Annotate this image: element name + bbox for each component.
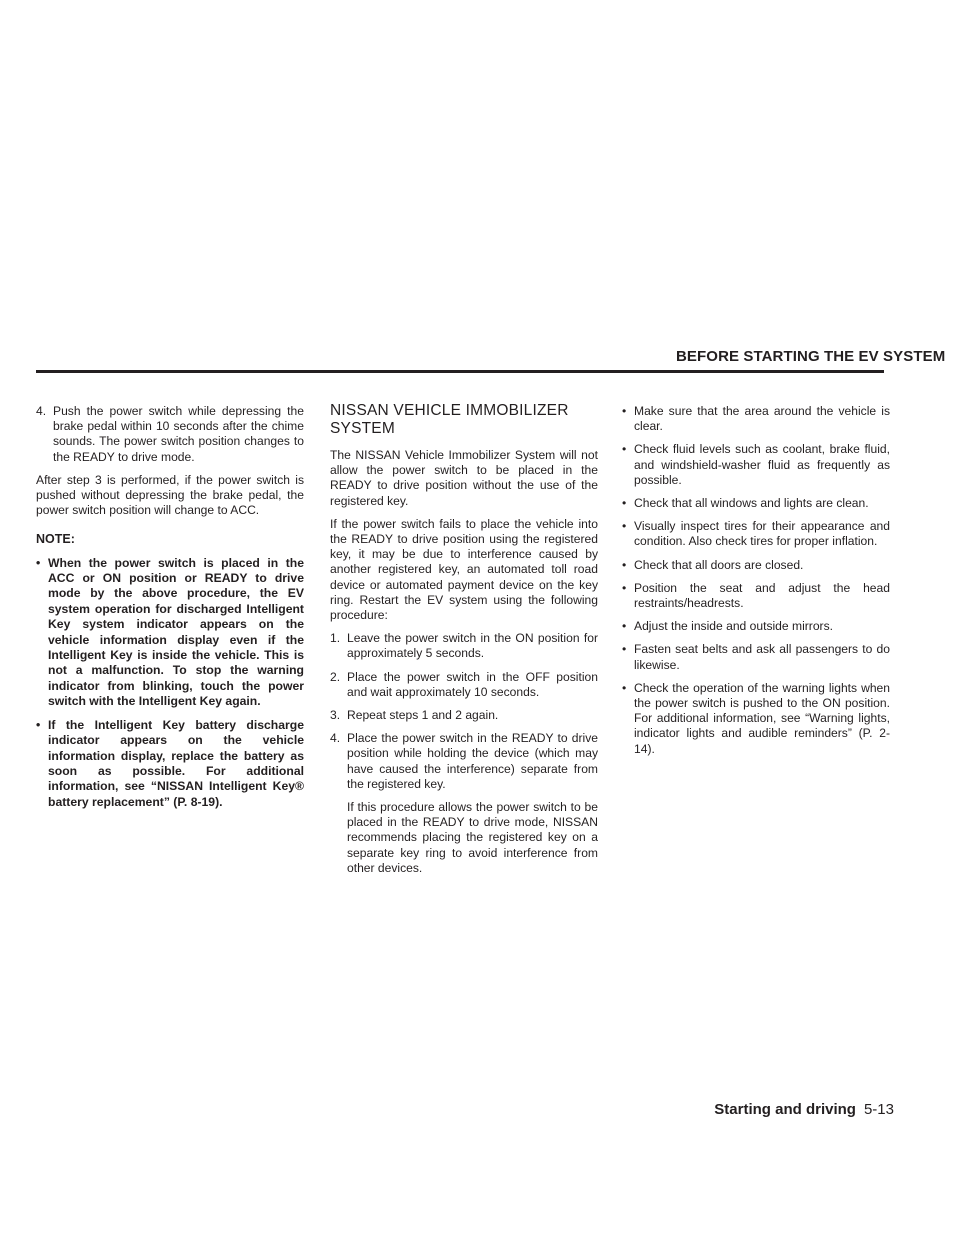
checklist-text: Check the operation of the warning lights when the power switch is pushed to the ON position. For additional information, see “Warning lights, indicator lights and audible reminders” (P. 2-14). — [634, 680, 890, 756]
step-4-item — [36, 404, 304, 465]
bullet: • — [622, 680, 627, 695]
step-number: 4. — [36, 404, 47, 418]
footer-section-label: Starting and driving — [714, 1101, 856, 1118]
page-number: 5-13 — [863, 1101, 894, 1118]
step-text: Push the power switch while depressing the brake pedal within 10 seconds after the chime sounds. The power switch position changes to the READY to drive mode. — [53, 404, 304, 464]
note-heading: NOTE: — [36, 532, 75, 547]
step-followup — [347, 800, 598, 876]
checklist-item — [622, 581, 890, 611]
checklist-text: Check that all doors are closed. — [634, 557, 804, 572]
checklist-item — [622, 442, 890, 488]
step-text: Repeat steps 1 and 2 again. — [347, 708, 499, 723]
step-text: Place the power switch in the READY to drive position while holding the device (which may have caused the interference) separate from the registered key. — [347, 731, 598, 791]
checklist-text: Adjust the inside and outside mirrors. — [634, 619, 833, 634]
checklist-text: Visually inspect tires for their appearance and condition. Also check tires for proper inflation. — [634, 519, 890, 549]
checklist-item — [622, 681, 890, 757]
bullet: • — [622, 442, 627, 457]
step-item — [330, 708, 598, 723]
note-text: When the power switch is placed in the ACC or ON position or READY to drive mode by the above procedure, the EV system operation for discharged Intelligent Key system indicator appears on the vehicle information display even if the Intelligent Key is inside the vehicle. This is not a malfunction. To stop the warning indicator from blinking, touch the power switch with the Intelligent Key again. — [48, 555, 304, 709]
checklist-text: Fasten seat belts and ask all passengers to do likewise. — [634, 642, 890, 672]
step-item — [330, 631, 598, 661]
bullet: • — [36, 717, 41, 732]
header-rule — [36, 370, 884, 373]
bullet: • — [622, 557, 627, 572]
bullet: • — [622, 519, 627, 534]
step-item — [330, 731, 598, 792]
paragraph: After step 3 is performed, if the power switch is pushed without depressing the brake pedal, the power switch position will change to ACC. — [36, 472, 304, 518]
bullet: • — [622, 619, 627, 634]
followup-text: If this procedure allows the power switch to be placed in the READY to drive mode, NISSAN recommends placing the registered key on a separate key ring to avoid interference from other devices. — [347, 800, 598, 875]
checklist-item — [622, 558, 890, 573]
checklist-item — [622, 404, 890, 434]
bullet: • — [622, 404, 627, 418]
step-item — [330, 670, 598, 700]
section-title: NISSAN VEHICLE IMMOBILIZER SYSTEM — [330, 402, 569, 437]
checklist-item — [622, 519, 890, 549]
note-item — [36, 556, 304, 710]
step-number: 3. — [330, 708, 341, 723]
checklist-text: Make sure that the area around the vehicle is clear. — [634, 404, 890, 434]
checklist-item — [622, 496, 890, 511]
paragraph: If the power switch fails to place the vehicle into the READY to drive position using the registered key, it may be due to interference caused by another registered key, an automated toll road device or automated payment device on the key ring. Restart the EV system using the following procedure: — [330, 516, 598, 623]
bullet: • — [622, 642, 627, 657]
note-item — [36, 718, 304, 810]
step-number: 4. — [330, 731, 341, 746]
bullet: • — [622, 496, 627, 511]
step-number: 2. — [330, 669, 341, 684]
column-left — [36, 404, 304, 818]
step-text: Leave the power switch in the ON position for approximately 5 seconds. — [347, 631, 598, 661]
checklist-text: Check that all windows and lights are clean. — [634, 496, 869, 511]
bullet: • — [36, 555, 41, 570]
column-middle — [330, 404, 598, 884]
page-footer — [714, 1101, 894, 1118]
paragraph: The NISSAN Vehicle Immobilizer System will not allow the power switch to be placed in the READY to drive position without the use of the registered key. — [330, 448, 598, 508]
checklist-text: Position the seat and adjust the head restraints/headrests. — [634, 580, 890, 611]
checklist-text: Check fluid levels such as coolant, brake fluid, and windshield-washer fluid as frequently as possible. — [634, 442, 890, 487]
step-number: 1. — [330, 631, 341, 646]
note-text: If the Intelligent Key battery discharge indicator appears on the vehicle information display, replace the battery as soon as possible. For additional information, see “NISSAN Intelligent Key® battery replacement” (P. 8-19). — [48, 717, 304, 809]
checklist-item — [622, 619, 890, 634]
column-right — [622, 404, 890, 765]
bullet: • — [622, 580, 627, 595]
checklist-item — [622, 642, 890, 672]
step-text: Place the power switch in the OFF position and wait approximately 10 seconds. — [347, 669, 598, 699]
section-header: BEFORE STARTING THE EV SYSTEM — [676, 348, 946, 365]
